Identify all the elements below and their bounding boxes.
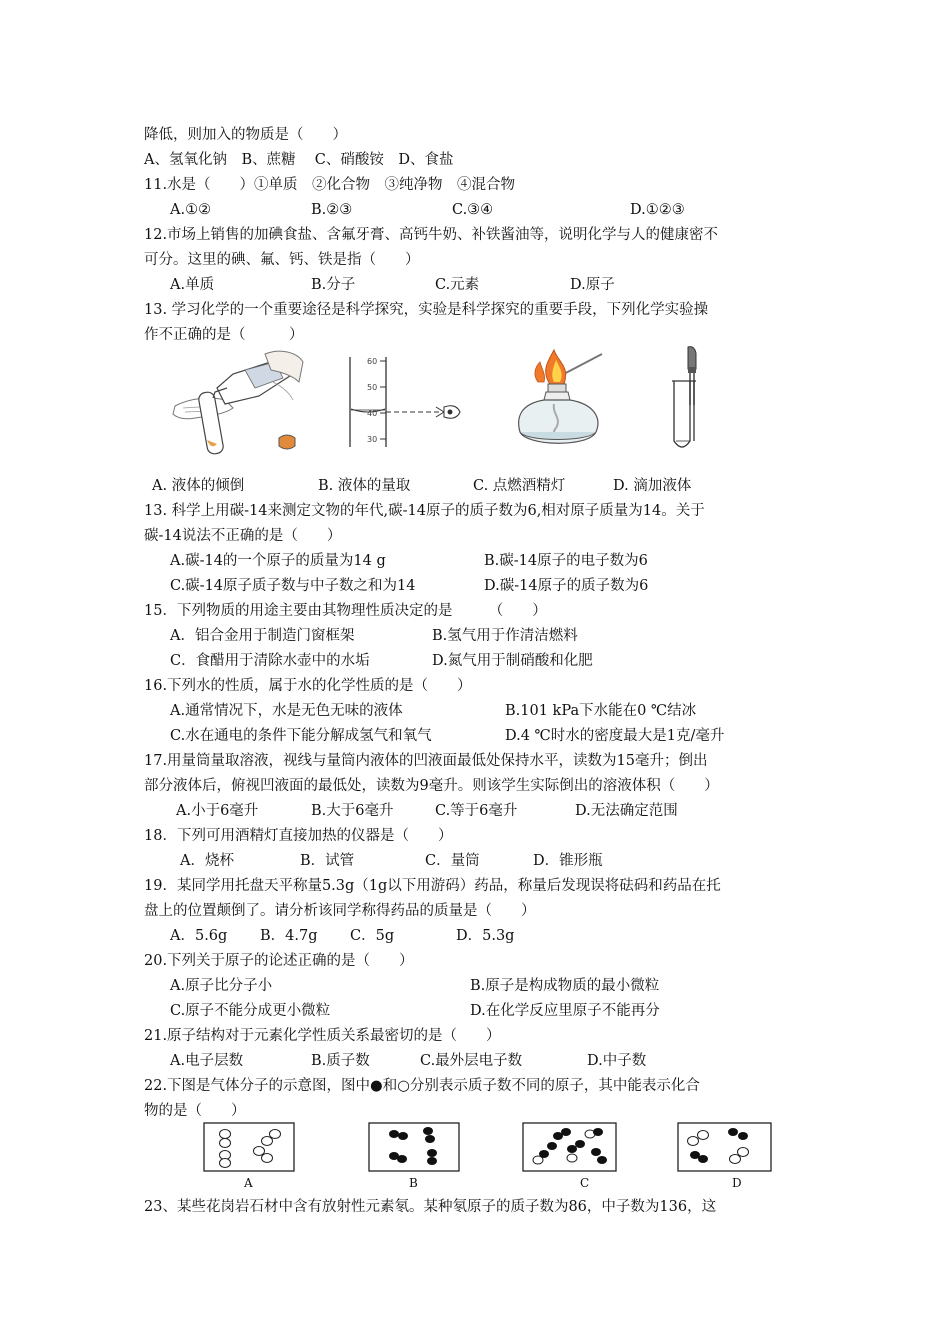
q13-option-c: C. 点燃酒精灯 xyxy=(473,478,566,494)
cylinder-tick-30: 30 xyxy=(367,435,378,444)
molecule-box-a xyxy=(203,1122,295,1172)
q16-option-b: B.101 kPa下水能在0 ℃结冰 xyxy=(505,703,697,719)
q17-option-c: C.等于6毫升 xyxy=(435,803,518,819)
q12-stem-2: 可分。这里的碘、氟、钙、铁是指（ ） xyxy=(144,252,420,268)
q13-option-d: D. 滴加液体 xyxy=(613,478,692,494)
q13-stem-2: 作不正确的是（ ） xyxy=(144,327,304,343)
q11-option-c: C.③④ xyxy=(452,202,494,218)
molecule-label-c: C xyxy=(580,1176,590,1190)
q16-option-a: A.通常情况下，水是无色无味的液体 xyxy=(170,703,403,719)
q19-stem-1: 19．某同学用托盘天平称量5.3g（1g以下用游码）药品，称量后发现误将砝码和药品在托 xyxy=(144,878,721,894)
q18-option-a: A．烧杯 xyxy=(180,853,234,869)
q14-stem-2: 碳-14说法不正确的是（ ） xyxy=(144,528,342,544)
q10-options: A、氢氧化钠 B、蔗糖 C、硝酸铵 D、食盐 xyxy=(144,152,454,168)
q13-option-a: A. 液体的倾倒 xyxy=(152,478,245,494)
q11-option-a: A.①② xyxy=(170,202,212,218)
q14-option-c: C.碳-14原子质子数与中子数之和为14 xyxy=(170,578,416,594)
q16-option-d: D.4 ℃时水的密度最大是1克/毫升 xyxy=(505,728,725,744)
molecule-label-b: B xyxy=(409,1176,418,1190)
q21-option-d: D.中子数 xyxy=(587,1053,647,1069)
q13-option-b: B. 液体的量取 xyxy=(318,478,411,494)
q11-stem: 11.水是（ ）①单质 ②化合物 ③纯净物 ④混合物 xyxy=(144,177,516,193)
q15-option-d: D.氮气用于制硝酸和化肥 xyxy=(432,653,593,669)
q15-option-b: B.氢气用于作清洁燃料 xyxy=(432,628,578,644)
q16-stem: 16.下列水的性质，属于水的化学性质的是（ ） xyxy=(144,678,472,694)
dropper-test-tube-figure xyxy=(660,345,710,455)
q17-option-d: D.无法确定范围 xyxy=(575,803,678,819)
cylinder-tick-50: 50 xyxy=(367,383,378,392)
alcohol-lamp-figure xyxy=(510,348,620,454)
molecule-box-d xyxy=(677,1122,772,1172)
q14-option-b: B.碳-14原子的电子数为6 xyxy=(484,553,648,569)
q20-option-d: D.在化学反应里原子不能再分 xyxy=(470,1003,660,1019)
q14-stem-1: 13. 科学上用碳-14来测定文物的年代,碳-14原子的质子数为6,相对原子质量为14。关于 xyxy=(144,503,705,519)
q22-stem-2: 物的是（ ） xyxy=(144,1103,246,1119)
q21-option-b: B.质子数 xyxy=(311,1053,370,1069)
q21-stem: 21.原子结构对于元素化学性质关系最密切的是（ ） xyxy=(144,1028,501,1044)
molecule-label-a: A xyxy=(244,1176,253,1190)
q11-option-b: B.②③ xyxy=(311,202,353,218)
q10-stem-end: 降低，则加入的物质是（ ） xyxy=(144,127,347,143)
q17-option-a: A.小于6毫升 xyxy=(176,803,259,819)
q18-option-d: D．锥形瓶 xyxy=(533,853,603,869)
q20-stem: 20.下列关于原子的论述正确的是（ ） xyxy=(144,953,414,969)
q19-stem-2: 盘上的位置颠倒了。请分析该同学称得药品的质量是（ ） xyxy=(144,903,536,919)
q20-option-b: B.原子是构成物质的最小微粒 xyxy=(470,978,660,994)
graduated-cylinder-figure xyxy=(340,355,470,455)
cylinder-tick-40: 40 xyxy=(367,409,378,418)
q19-option-c: C．5g xyxy=(350,928,395,944)
q21-option-a: A.电子层数 xyxy=(170,1053,244,1069)
q15-stem: 15．下列物质的用途主要由其物理性质决定的是 （ ） xyxy=(144,603,547,619)
q22-stem-1: 22.下图是气体分子的示意图，图中●和○分别表示质子数不同的原子，其中能表示化合 xyxy=(144,1078,700,1094)
q12-option-a: A.单质 xyxy=(170,277,215,293)
q19-option-b: B．4.7g xyxy=(260,928,318,944)
q12-option-d: D.原子 xyxy=(570,277,615,293)
q15-option-a: A．铝合金用于制造门窗框架 xyxy=(170,628,355,644)
q18-stem: 18．下列可用酒精灯直接加热的仪器是（ ） xyxy=(144,828,453,844)
pouring-liquid-figure xyxy=(155,348,305,456)
q15-option-c: C．食醋用于清除水壶中的水垢 xyxy=(170,653,370,669)
q20-option-c: C.原子不能分成更小微粒 xyxy=(170,1003,331,1019)
molecule-label-d: D xyxy=(732,1176,742,1190)
molecule-box-b xyxy=(368,1122,460,1172)
q18-option-c: C．量筒 xyxy=(425,853,480,869)
q14-option-d: D.碳-14原子的质子数为6 xyxy=(484,578,649,594)
cylinder-tick-60: 60 xyxy=(367,357,378,366)
q19-option-d: D．5.3g xyxy=(456,928,515,944)
q13-stem-1: 13. 学习化学的一个重要途径是科学探究，实验是科学探究的重要手段，下列化学实验操 xyxy=(144,302,709,318)
q14-option-a: A.碳-14的一个原子的质量为14 g xyxy=(170,553,386,569)
q17-stem-2: 部分液体后，俯视凹液面的最低处，读数为9毫升。则该学生实际倒出的溶液体积（ ） xyxy=(144,778,719,794)
q19-option-a: A．5.6g xyxy=(170,928,228,944)
molecule-box-c xyxy=(522,1122,617,1172)
q16-option-c: C.水在通电的条件下能分解成氢气和氧气 xyxy=(170,728,432,744)
q18-option-b: B．试管 xyxy=(300,853,355,869)
q17-option-b: B.大于6毫升 xyxy=(311,803,394,819)
q23-stem: 23、某些花岗岩石材中含有放射性元素氡。某种氡原子的质子数为86，中子数为136，这 xyxy=(144,1199,717,1215)
q11-option-d: D.①②③ xyxy=(630,202,685,218)
q12-option-b: B.分子 xyxy=(311,277,356,293)
q12-stem-1: 12.市场上销售的加碘食盐、含氟牙膏、高钙牛奶、补铁酱油等，说明化学与人的健康密不 xyxy=(144,227,719,243)
q12-option-c: C.元素 xyxy=(435,277,480,293)
q21-option-c: C.最外层电子数 xyxy=(420,1053,523,1069)
q20-option-a: A.原子比分子小 xyxy=(170,978,273,994)
q17-stem-1: 17.用量筒量取溶液，视线与量筒内液体的凹液面最低处保持水平，读数为15毫升；倒出 xyxy=(144,753,708,769)
